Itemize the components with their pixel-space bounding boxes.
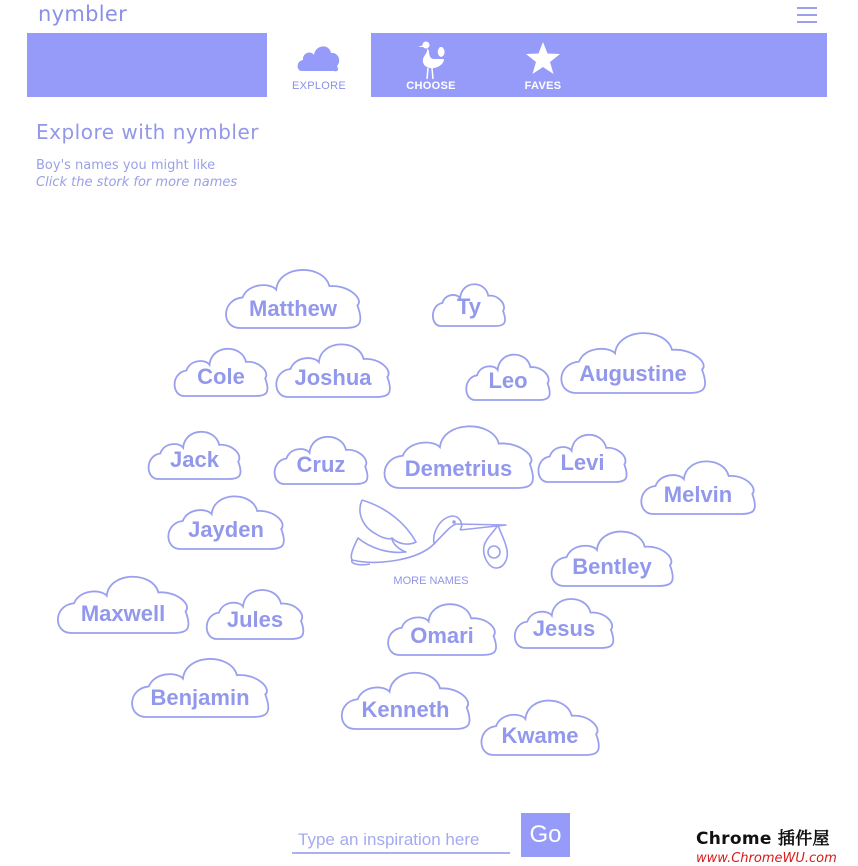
name-cloud-maxwell[interactable] (55, 569, 191, 635)
name-cloud-label: Kenneth (361, 697, 450, 722)
name-cloud-label: Demetrius (404, 456, 513, 481)
name-cloud-jayden[interactable] (166, 489, 286, 551)
name-cloud-label: Augustine (579, 361, 687, 386)
name-cloud-cole[interactable] (173, 342, 269, 398)
name-cloud-levi[interactable] (537, 428, 628, 484)
name-cloud-label: Kwame (501, 723, 579, 748)
tab-choose[interactable] (379, 33, 483, 97)
watermark-line1: Chrome 插件屋 (696, 829, 830, 849)
name-cloud-label: Joshua (294, 365, 372, 390)
page-title: Explore with nymbler (36, 120, 259, 144)
name-cloud-jack[interactable] (147, 425, 242, 481)
name-cloud-label: Jayden (188, 517, 264, 542)
name-cloud-jesus[interactable] (513, 592, 615, 650)
name-cloud-benjamin[interactable] (129, 651, 271, 719)
name-cloud-label: Jules (226, 607, 284, 632)
name-cloud-ty[interactable] (432, 278, 506, 328)
name-cloud-demetrius[interactable] (381, 418, 536, 490)
name-cloud-jules[interactable] (205, 583, 305, 641)
name-cloud-label: Cruz (296, 452, 346, 477)
name-cloud-label: Ty (456, 294, 482, 319)
name-cloud-label: Benjamin (150, 685, 250, 710)
name-cloud-kwame[interactable] (479, 693, 601, 757)
name-cloud-augustine[interactable] (558, 325, 708, 395)
more-names-link[interactable]: MORE NAMES (393, 575, 469, 587)
name-cloud-label: Maxwell (80, 601, 166, 626)
name-cloud-cruz[interactable] (273, 430, 369, 486)
tab-faves[interactable] (491, 33, 595, 97)
tab-explore-label: EXPLORE (291, 80, 347, 92)
watermark-line2: www.ChromeWU.com (696, 851, 837, 866)
stork-icon (414, 41, 448, 81)
tab-explore[interactable] (267, 33, 371, 97)
page-hint: Click the stork for more names (36, 175, 238, 190)
cloud-icon (296, 41, 342, 75)
app-logo[interactable]: nymbler (38, 2, 128, 26)
name-cloud-label: Jesus (532, 616, 596, 641)
name-cloud-label: Omari (410, 623, 474, 648)
name-cloud-label: Cole (197, 364, 245, 389)
go-button[interactable]: Go (521, 813, 570, 857)
inspiration-search-input[interactable] (292, 828, 510, 854)
name-cloud-label: Matthew (249, 296, 337, 321)
hamburger-menu-icon[interactable] (795, 5, 821, 25)
watermark (696, 824, 856, 866)
name-cloud-bentley[interactable] (549, 524, 675, 588)
name-cloud-matthew[interactable] (223, 262, 363, 330)
name-cloud-joshua[interactable] (274, 337, 392, 399)
name-cloud-melvin[interactable] (639, 454, 757, 516)
name-cloud-kenneth[interactable] (339, 665, 472, 731)
name-cloud-label: Leo (488, 368, 528, 393)
star-icon (525, 41, 561, 75)
tab-choose-label: CHOOSE (406, 80, 456, 92)
name-cloud-label: Jack (170, 447, 219, 472)
name-cloud-omari[interactable] (386, 597, 498, 657)
name-cloud-label: Melvin (663, 482, 733, 507)
page-subtitle: Boy's names you might like (36, 158, 216, 173)
name-cloud-leo[interactable] (465, 348, 551, 402)
name-cloud-label: Bentley (572, 554, 652, 579)
tab-faves-label: FAVES (524, 80, 562, 92)
name-cloud-label: Levi (560, 450, 605, 475)
